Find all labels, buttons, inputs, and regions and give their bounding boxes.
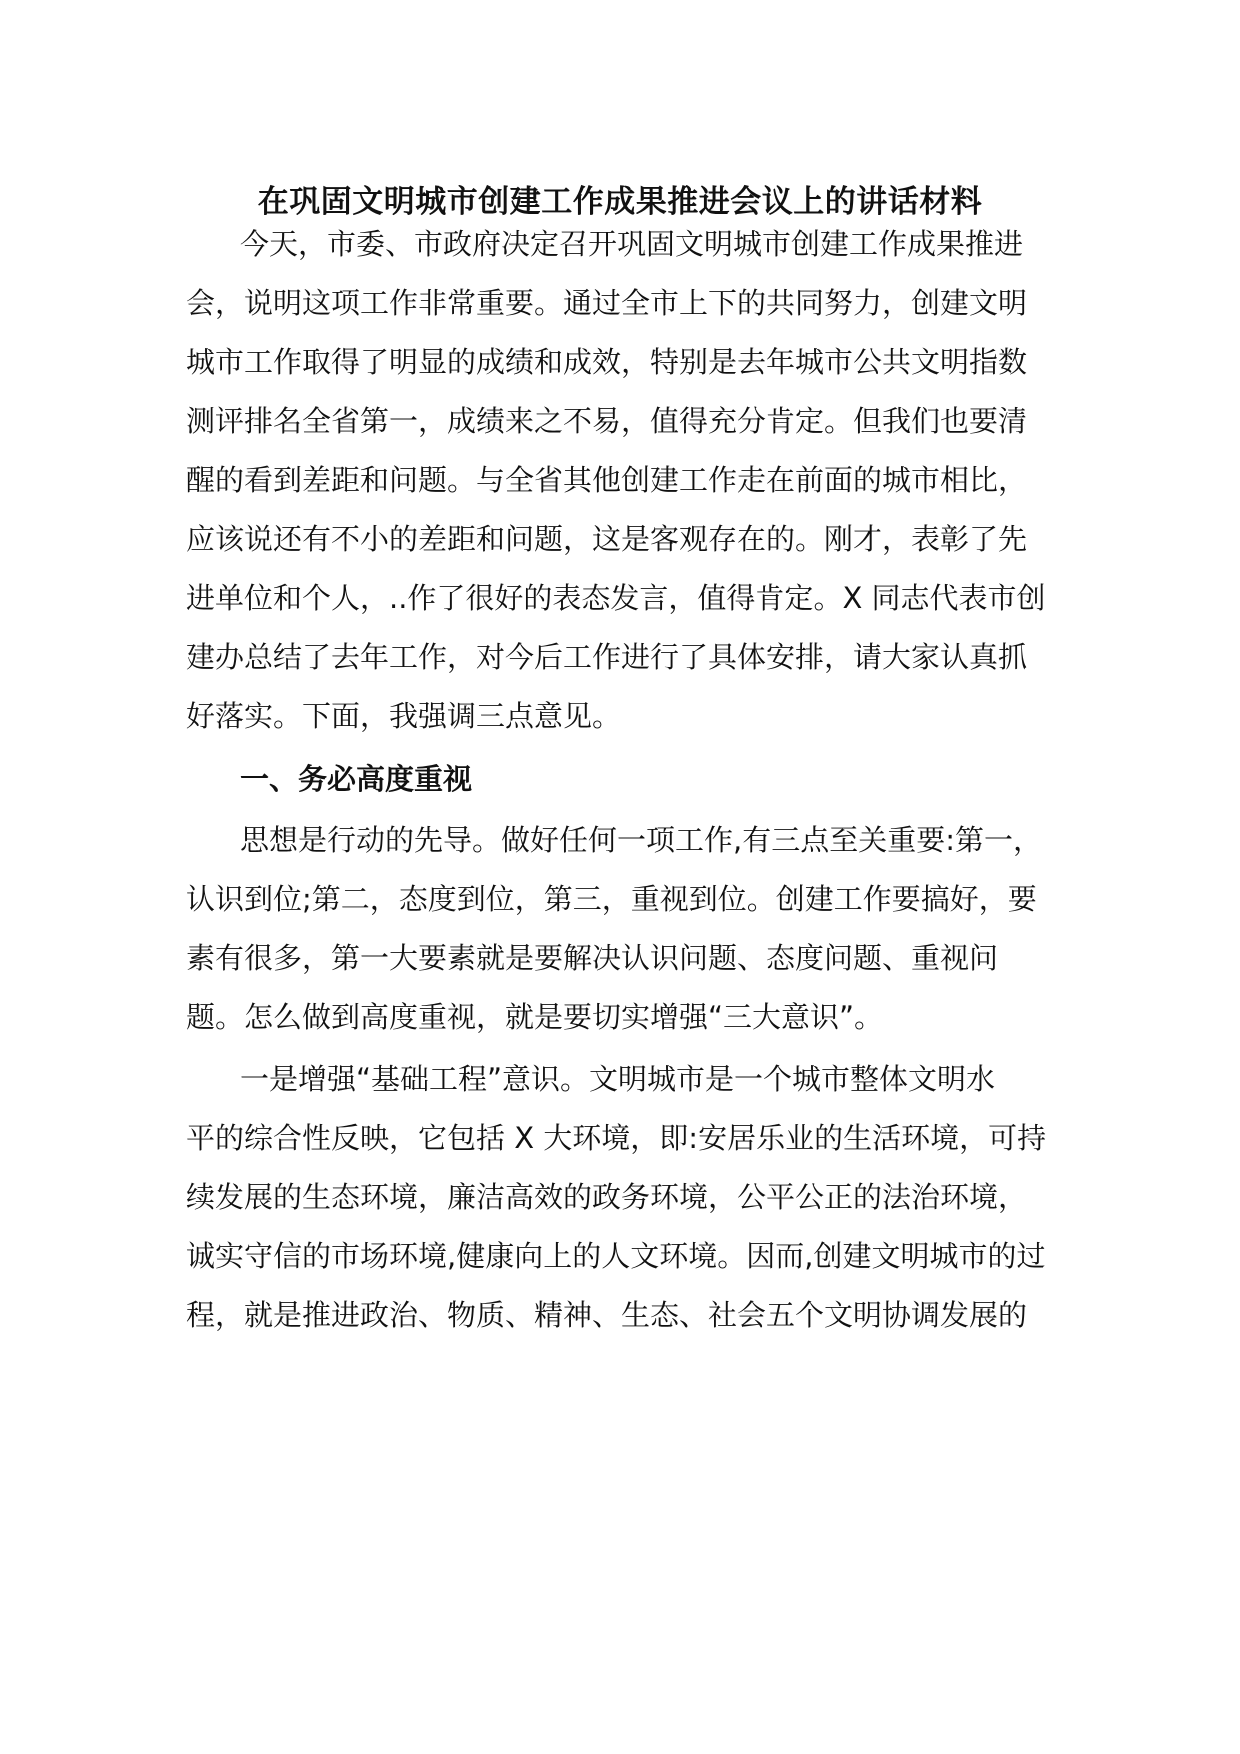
paragraph-1-line-7: 进单位和个人，..作了很好的表态发言，值得肯定。X 同志代表市创	[186, 581, 1046, 615]
paragraph-2-line-4: 题。怎么做到高度重视，就是要切实增强“三大意识”。	[186, 1000, 884, 1034]
paragraph-1-line-4: 测评排名全省第一，成绩来之不易，值得充分肯定。但我们也要清	[186, 404, 1028, 438]
paragraph-1-line-1: 今天，市委、市政府决定召开巩固文明城市创建工作成果推进	[240, 227, 1024, 261]
paragraph-1-line-2: 会，说明这项工作非常重要。通过全市上下的共同努力，创建文明	[186, 286, 1028, 320]
paragraph-1-line-8: 建办总结了去年工作，对今后工作进行了具体安排，请大家认真抓	[186, 640, 1028, 674]
paragraph-2-line-1: 思想是行动的先导。做好任何一项工作,有三点至关重要:第一，	[240, 823, 1042, 857]
paragraph-3-line-1: 一是增强“基础工程”意识。文明城市是一个城市整体文明水	[240, 1062, 996, 1096]
document-title: 在巩固文明城市创建工作成果推进会议上的讲话材料	[257, 184, 983, 220]
paragraph-1-line-9: 好落实。下面，我强调三点意见。	[186, 699, 622, 733]
paragraph-2-line-2: 认识到位;第二，态度到位，第三，重视到位。创建工作要搞好，要	[186, 882, 1037, 916]
paragraph-3-line-3: 续发展的生态环境，廉洁高效的政务环境，公平公正的法治环境，	[186, 1180, 1028, 1214]
section-heading-1: 一、务必高度重视	[240, 762, 473, 796]
paragraph-3-line-4: 诚实守信的市场环境,健康向上的人文环境。因而,创建文明城市的过	[186, 1239, 1046, 1273]
paragraph-3-line-5: 程，就是推进政治、物质、精神、生态、社会五个文明协调发展的	[186, 1298, 1028, 1332]
paragraph-3-line-2: 平的综合性反映，它包括 X 大环境，即:安居乐业的生活环境，可持	[186, 1121, 1047, 1155]
paragraph-2-line-3: 素有很多，第一大要素就是要解决认识问题、态度问题、重视问	[186, 941, 999, 975]
paragraph-1-line-6: 应该说还有不小的差距和问题，这是客观存在的。刚才，表彰了先	[186, 522, 1028, 556]
paragraph-1-line-5: 醒的看到差距和问题。与全省其他创建工作走在前面的城市相比，	[186, 463, 1028, 497]
paragraph-1-line-3: 城市工作取得了明显的成绩和成效，特别是去年城市公共文明指数	[186, 345, 1028, 379]
